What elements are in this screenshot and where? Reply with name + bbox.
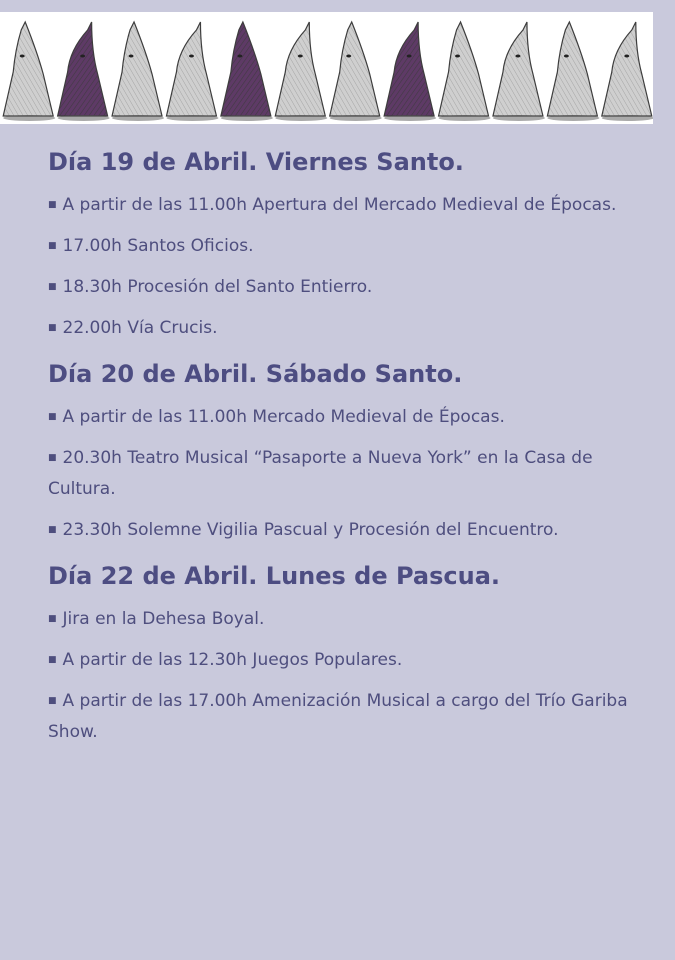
- penitent-figure-icon: [58, 22, 110, 121]
- square-bullet-icon: ■: [48, 696, 57, 706]
- day-title: Día 20 de Abril. Sábado Santo.: [48, 360, 463, 388]
- schedule-item: ■ A partir de las 17.00h Amenización Musical a cargo del Trío Gariba Show.: [48, 691, 628, 742]
- penitent-figure-icon: [384, 22, 436, 121]
- schedule-item: ■ 22.00h Vía Crucis.: [48, 318, 218, 338]
- penitent-figure-icon: [330, 22, 382, 121]
- day-section-3: [48, 558, 648, 748]
- square-bullet-icon: ■: [48, 412, 57, 422]
- penitent-figure-icon: [166, 22, 218, 121]
- penitent-figure-icon: [112, 22, 164, 121]
- hooded-penitents-illustration: [0, 12, 653, 124]
- schedule-item: ■ A partir de las 11.00h Apertura del Mercado Medieval de Épocas.: [48, 195, 617, 215]
- square-bullet-icon: ■: [48, 655, 57, 665]
- penitent-figure-icon: [439, 22, 491, 121]
- schedule-item: ■ Jira en la Dehesa Boyal.: [48, 609, 265, 629]
- day-section-1: [48, 144, 648, 344]
- penitent-figure-icon: [493, 22, 545, 121]
- penitent-figure-icon: [275, 22, 327, 121]
- schedule-item: ■ 17.00h Santos Oficios.: [48, 236, 254, 256]
- schedule-content: [48, 132, 648, 758]
- schedule-item: ■ 23.30h Solemne Vigilia Pascual y Procesión del Encuentro.: [48, 520, 559, 540]
- day-title: Día 22 de Abril. Lunes de Pascua.: [48, 562, 501, 590]
- square-bullet-icon: ■: [48, 241, 57, 251]
- square-bullet-icon: ■: [48, 282, 57, 292]
- penitent-figure-icon: [221, 22, 273, 121]
- penitent-figure-icon: [3, 22, 55, 121]
- square-bullet-icon: ■: [48, 614, 57, 624]
- day-section-2: [48, 356, 648, 546]
- square-bullet-icon: ■: [48, 525, 57, 535]
- square-bullet-icon: ■: [48, 453, 57, 463]
- schedule-item: ■ 18.30h Procesión del Santo Entierro.: [48, 277, 373, 297]
- schedule-item: ■ A partir de las 11.00h Mercado Medieval de Épocas.: [48, 407, 505, 427]
- square-bullet-icon: ■: [48, 200, 57, 210]
- day-title: Día 19 de Abril. Viernes Santo.: [48, 148, 464, 176]
- nazarenos-banner-image: [0, 12, 653, 124]
- penitent-figure-icon: [547, 22, 599, 121]
- penitent-figure-icon: [602, 22, 653, 121]
- schedule-item: ■ A partir de las 12.30h Juegos Populares.: [48, 650, 403, 670]
- schedule-item: ■ 20.30h Teatro Musical “Pasaporte a Nueva York” en la Casa de Cultura.: [48, 448, 593, 499]
- square-bullet-icon: ■: [48, 323, 57, 333]
